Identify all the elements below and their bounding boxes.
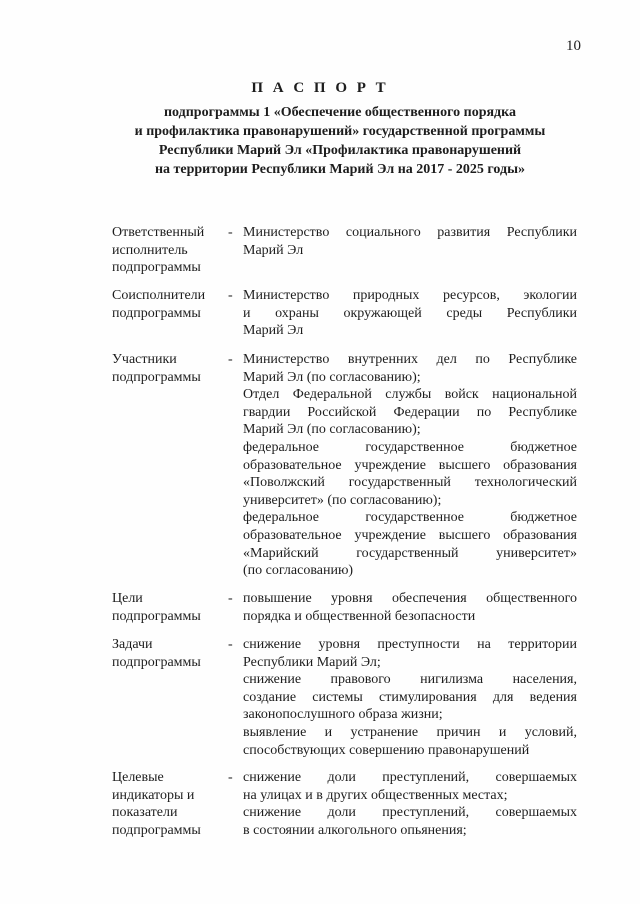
document-title: П А С П О Р Т	[251, 80, 389, 96]
content-line: снижение доли преступлений, совершаемых	[243, 770, 577, 785]
row-content	[243, 224, 577, 259]
page-number: 10	[566, 38, 581, 54]
label-line: индикаторы и	[112, 787, 195, 803]
content-line: Отдел Федеральной службы войск национальной	[243, 387, 577, 403]
content-line: Марий Эл (по согласованию);	[243, 369, 421, 385]
content-line: образовательное учреждение высшего образования	[243, 457, 577, 473]
label-line: подпрограммы	[112, 260, 201, 275]
label-line: подпрограммы	[112, 608, 201, 624]
content-line: в состоянии алкогольного опьянения;	[243, 822, 467, 838]
label-line: исполнитель	[112, 242, 188, 258]
content-line: Министерство социального развития Республики	[243, 225, 577, 240]
content-line: и охраны окружающей среды Республики	[243, 305, 577, 321]
label-line: показатели	[112, 805, 178, 820]
row-dash: -	[228, 591, 233, 606]
label-line: Участники	[112, 352, 177, 367]
content-line: Марий Эл (по согласованию);	[243, 422, 421, 438]
label-line: подпрограммы	[112, 305, 201, 321]
content-line: на улицах и в других общественных местах;	[243, 787, 508, 803]
row-content	[243, 351, 577, 580]
content-line: Марий Эл	[243, 323, 304, 339]
subtitle-line: и профилактика правонарушений» государственной программы	[134, 124, 546, 139]
row-content	[243, 769, 577, 839]
row-label	[112, 769, 227, 839]
row-dash: -	[228, 225, 233, 240]
row-dash: -	[228, 770, 233, 785]
label-line: подпрограммы	[112, 654, 201, 670]
content-line: Марий Эл	[243, 242, 304, 258]
row-content	[243, 590, 577, 625]
subtitle-line: Республики Марий Эл «Профилактика правонарушений	[158, 143, 522, 158]
content-line: университет» (по согласованию);	[243, 492, 442, 508]
row-content	[243, 636, 577, 759]
row-content	[243, 287, 577, 340]
label-line: подпрограммы	[112, 369, 201, 385]
label-line: Соисполнители	[112, 288, 206, 303]
content-line: «Поволжский государственный технологический	[243, 475, 577, 491]
row-label	[112, 590, 227, 625]
subtitle-line: на территории Республики Марий Эл на 2017 - 2025 годы»	[154, 162, 526, 177]
label-line: Задачи	[112, 637, 153, 652]
row-label	[112, 224, 227, 277]
row-dash: -	[228, 288, 233, 303]
content-line: Министерство природных ресурсов, экологии	[243, 288, 577, 303]
content-line: повышение уровня обеспечения общественного	[243, 591, 577, 606]
content-line: федеральное государственное бюджетное	[243, 510, 577, 526]
label-line: подпрограммы	[112, 822, 201, 838]
content-line: (по согласованию)	[243, 563, 354, 579]
content-line: «Марийский государственный университет»	[243, 545, 577, 561]
content-line: образовательное учреждение высшего образования	[243, 527, 577, 543]
content-line: снижение доли преступлений, совершаемых	[243, 805, 577, 821]
content-line: создание системы стимулирования для ведения	[243, 689, 577, 705]
label-line: Цели	[112, 591, 143, 606]
row-label	[112, 351, 227, 386]
row-label	[112, 636, 227, 671]
row-dash: -	[228, 352, 233, 367]
content-line: снижение уровня преступности на территории	[243, 637, 577, 652]
row-label	[112, 287, 227, 322]
label-line: Ответственный	[112, 225, 205, 240]
content-line: выявление и устранение причин и условий,	[243, 724, 577, 740]
content-line: законопослушного образа жизни;	[243, 707, 443, 723]
row-dash: -	[228, 637, 233, 652]
content-line: порядка и общественной безопасности	[243, 608, 476, 624]
content-line: федеральное государственное бюджетное	[243, 439, 577, 455]
label-line: Целевые	[112, 770, 164, 785]
content-line: снижение правового нигилизма населения,	[243, 672, 577, 688]
content-line: Республики Марий Эл;	[243, 654, 381, 670]
content-line: Министерство внутренних дел по Республике	[243, 352, 577, 367]
subtitle-line: подпрограммы 1 «Обеспечение общественного порядка	[163, 105, 516, 120]
content-line: гвардии Российской Федерации по Республике	[243, 404, 577, 420]
content-line: способствующих совершению правонарушений	[243, 742, 530, 758]
